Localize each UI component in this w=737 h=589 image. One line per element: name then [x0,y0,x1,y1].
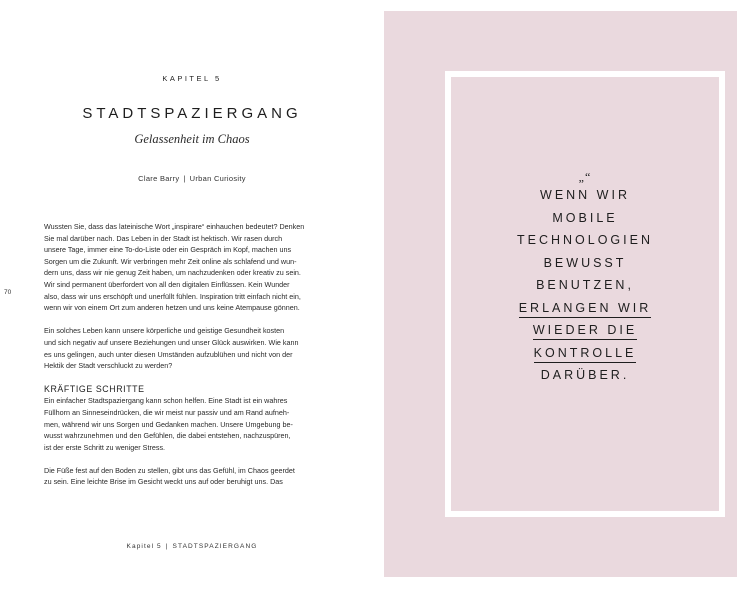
text-line: Die Füße fest auf den Boden zu stellen, gibt uns das Gefühl, im Chaos geerdet [44,465,295,475]
footer-separator: | [165,543,169,550]
text-line: wenn wir von einem Ort zum anderen hetzen und uns keine Atempause gönnen. [44,303,300,313]
text-line: Hektik der Stadt verschluckt zu werden? [44,361,173,371]
paragraph [44,395,328,453]
quote-line [445,229,725,252]
paragraph [44,325,328,371]
text-line: Wussten Sie, dass das lateinische Wort „inspirare“ einhauchen bedeutet? Denken [44,222,305,231]
quote-line-text: BEWUSST [543,255,627,270]
chapter-title: STADTSPAZIERGANG [82,105,302,122]
quote-line-text: WENN WIR [540,188,630,202]
quote-line [445,274,725,297]
quote-line [445,297,725,320]
quote-line [445,364,725,387]
running-footer [0,543,384,550]
quote-line-text: KONTROLLE [534,346,637,363]
quote-line [445,342,725,365]
chapter-label: KAPITEL 5 [162,74,222,83]
quote-line-text: TECHNOLOGIEN [516,233,653,247]
quote-line-text: BENUTZEN, [536,278,634,292]
quote-line-text: MOBILE [552,210,618,225]
section-subheading: KRÄFTIGE SCHRITTE [44,384,145,395]
quote-line-text: ERLANGEN WIR [519,301,652,318]
text-line: Sie mal darüber nach. Das Leben in der Stadt ist hektisch. Wir rasen durch [44,233,283,243]
text-line: es uns gelingen, auch unter diesen Umständen aufzublühen und nicht von der [44,349,293,359]
text-line: und sich negativ auf unsere Beziehungen und unser Glück auswirken. Wie kann [44,337,299,347]
byline-author: Clare Barry [138,174,180,183]
chapter-subtitle: Gelassenheit im Chaos [134,132,250,146]
quote-line [445,319,725,342]
text-line: unsere Tage, immer eine To-do-Liste oder ein Gespräch im Kopf, machen uns [44,245,292,255]
quote-line [445,184,725,207]
byline [0,174,384,183]
text-line: Sorgen um die Zukunft. Wir verbringen mehr Zeit online als schlafend und wun- [44,256,297,266]
quote-line [445,207,725,230]
quote-mark-icon: „“ [578,170,592,184]
page-number: 70 [4,289,12,296]
pull-quote [445,170,725,387]
footer-title: STADTSPAZIERGANG [172,543,258,550]
quote-line-text: WIEDER DIE [533,323,637,340]
byline-separator: | [183,174,186,183]
quote-line-text: DARÜBER. [540,368,630,382]
text-line: Ein solches Leben kann unsere körperliche und geistige Gesundheit kosten [44,326,285,336]
text-line: Füllhorn an Sinneseindrücken, die wir meist nur passiv und am Rand aufneh- [44,407,290,417]
byline-source: Urban Curiosity [189,174,246,183]
body-text [44,221,328,488]
text-line: men, während wir uns Sorgen und Gedanken machen. Unsere Umgebung be- [44,419,293,429]
footer-chapter: Kapitel 5 [126,543,162,550]
text-line: ist der erste Schritt zu weniger Stress. [44,442,166,452]
text-line: zu sein. Eine leichte Brise im Gesicht weckt uns auf oder beruhigt uns. Das [44,477,283,487]
quote-line [445,252,725,275]
text-line: dern uns, dass wir nie genug Zeit haben, um nachzudenken oder kreativ zu sein. [44,268,301,278]
text-line: also, dass wir uns erschöpft und unerfüllt fühlen. Inspiration tritt einfach nicht ein, [44,291,301,301]
paragraph [44,221,328,314]
paragraph [44,465,328,488]
text-line: wusst wahrzunehmen und den Gefühlen, die dabei entstehen, nachzuspüren, [44,431,291,441]
text-line: Ein einfacher Stadtspaziergang kann schon helfen. Eine Stadt ist ein wahres [44,396,288,406]
text-line: Wir sind permanent überfordert von all den digitalen Einflüssen. Kein Wunder [44,279,290,289]
